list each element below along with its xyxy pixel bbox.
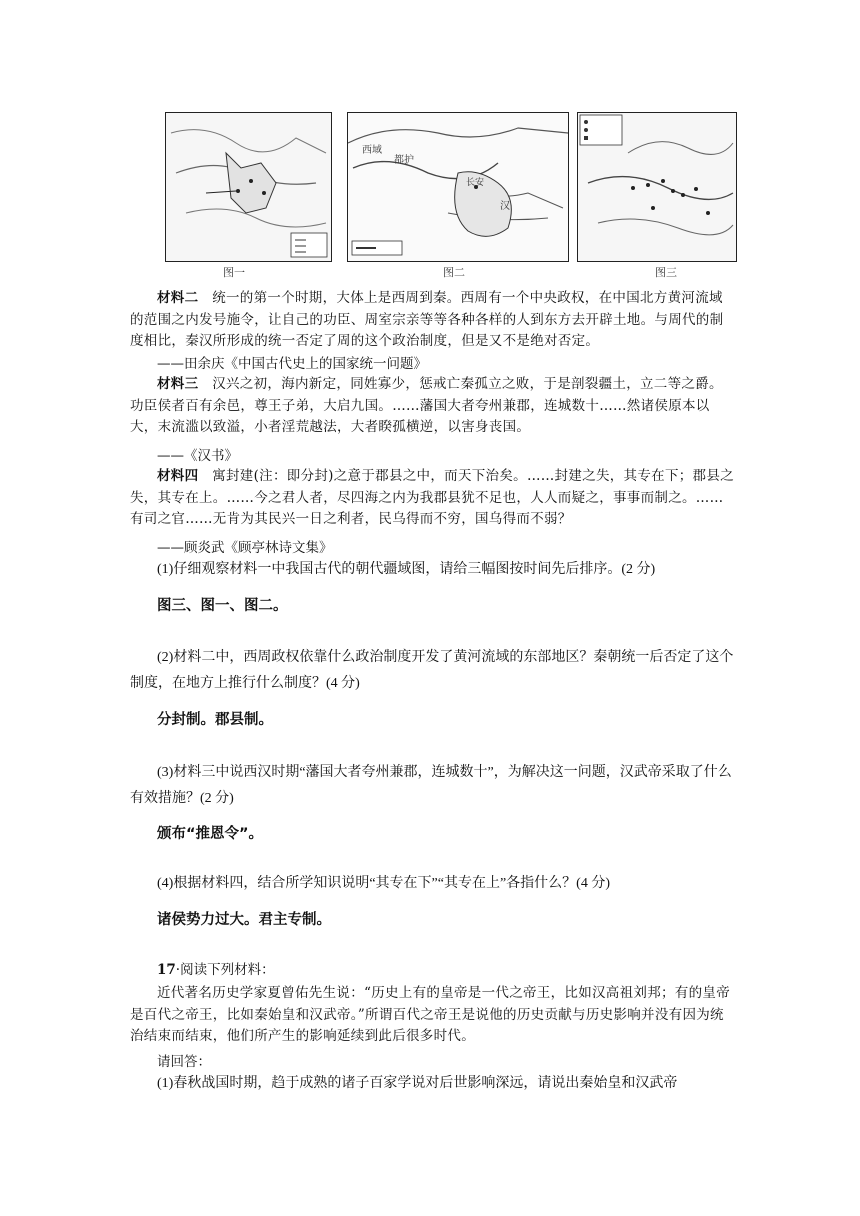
map-2-label-han: 汉 bbox=[500, 201, 510, 212]
material-4-source: ——顾炎武《顾亭林诗文集》 bbox=[157, 540, 333, 556]
question-4: (4)根据材料四，结合所学知识说明“其专在下”“其专在上”各指什么？(4 分) bbox=[157, 876, 611, 891]
map-1-caption: 图一 bbox=[223, 266, 245, 279]
question-17-material: 近代著名历史学家夏曾佑先生说：“历史上有的皇帝是一代之帝王，比如汉高祖刘邦；有的皇帝是百代之帝王，比如秦始皇和汉武帝。”所谓百代之帝王是说他的历史贡献与历史影响并没有因为统治结束而结束，他们所产生的影响延续到此后很多时代。 bbox=[130, 985, 730, 1044]
map-3-drawing bbox=[578, 113, 736, 261]
material-2-source: ——田余庆《中国古代史上的国家统一问题》 bbox=[157, 356, 427, 372]
answer-1: 图三、图一、图二。 bbox=[157, 598, 288, 614]
answer-3: 颁布“推恩令”。 bbox=[157, 826, 264, 842]
question-17-prompt: 请回答： bbox=[157, 1054, 211, 1070]
map-figure-2 bbox=[347, 112, 569, 262]
answer-4: 诸侯势力过大。君主专制。 bbox=[157, 912, 331, 928]
question-17-intro: ·阅读下列材料： bbox=[175, 962, 275, 978]
material-3-text: 汉兴之初，海内新定，同姓寡少，惩戒亡秦孤立之败，于是剖裂疆土，立二等之爵。功臣侯者百有余邑，尊王子弟，大启九国。……藩国大者夸州兼郡，连城数十……然诸侯原本以大，末流滥以致溢，小者淫荒越法，大者睽孤横逆，以害身丧国。 bbox=[130, 376, 723, 435]
question-1: (1)仔细观察材料一中我国古代的朝代疆域图，请给三幅图按时间先后排序。(2 分) bbox=[157, 562, 656, 577]
material-3 bbox=[130, 374, 735, 439]
answer-2: 分封制。郡县制。 bbox=[157, 712, 273, 728]
material-4 bbox=[130, 466, 735, 531]
material-3-label: 材料三 bbox=[157, 376, 199, 392]
map-figures bbox=[165, 112, 735, 282]
material-4-label: 材料四 bbox=[157, 468, 199, 484]
question-2: (2)材料二中，西周政权依靠什么政治制度开发了黄河流域的东部地区？秦朝统一后否定了这个制度，在地方上推行什么制度？(4 分) bbox=[130, 650, 734, 691]
map-figure-3 bbox=[577, 112, 737, 262]
map-1-drawing bbox=[166, 113, 331, 261]
map-2-caption: 图二 bbox=[443, 266, 465, 279]
material-3-source: ——《汉书》 bbox=[157, 448, 238, 464]
material-2 bbox=[130, 288, 735, 353]
map-2-label-changan: 长安 bbox=[466, 178, 485, 188]
map-2-label-duhu: 都护 bbox=[394, 155, 414, 166]
question-17-number: 17 bbox=[157, 962, 176, 978]
question-17-sub-1: (1)春秋战国时期，趋于成熟的诸子百家学说对后世影响深远，请说出秦始皇和汉武帝 bbox=[157, 1076, 678, 1091]
map-figure-1 bbox=[165, 112, 332, 262]
map-2-drawing bbox=[348, 113, 568, 261]
material-2-label: 材料二 bbox=[157, 290, 199, 306]
map-3-caption: 图三 bbox=[655, 266, 677, 279]
material-4-text: 寓封建(注：即分封)之意于郡县之中，而天下治矣。……封建之失，其专在下；郡县之失，其专在上。……今之君人者，尽四海之内为我郡县犹不足也，人人而疑之，事事而制之。……有司之官……无肯为其民兴一日之利者，民乌得而不穷，国乌得而不弱？ bbox=[130, 468, 734, 527]
map-2-label-xiyu: 西域 bbox=[362, 145, 382, 156]
material-2-text: 统一的第一个时期，大体上是西周到秦。西周有一个中央政权，在中国北方黄河流域的范围之内发号施令，让自己的功臣、周室宗亲等等各种各样的人到东方去开辟土地。与周代的制度相比，秦汉所形成的统一否定了周的这个政治制度，但是又不是绝对否定。 bbox=[130, 290, 724, 349]
question-3: (3)材料三中说西汉时期“藩国大者夸州兼郡，连城数十”，为解决这一问题，汉武帝采取了什么有效措施？(2 分) bbox=[130, 765, 732, 806]
question-17-heading bbox=[157, 960, 767, 982]
